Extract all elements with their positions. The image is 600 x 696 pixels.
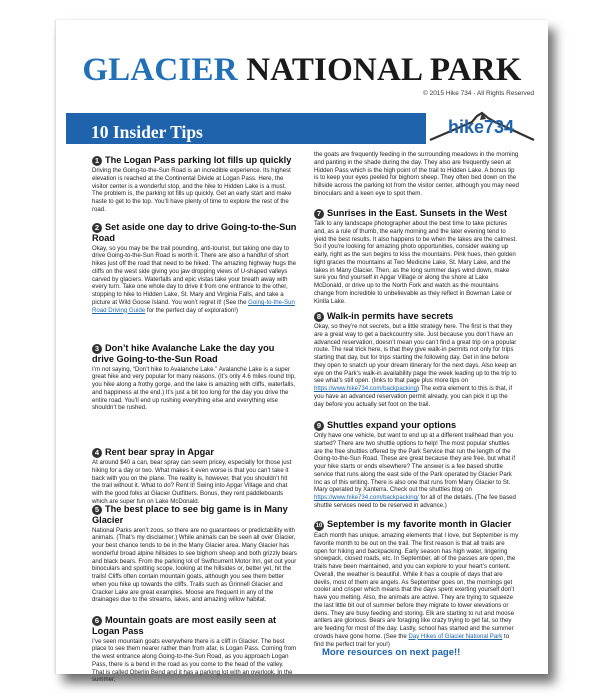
tip-title: Mountain goats are most easily seen at Logan Pass: [92, 615, 277, 636]
tip-body: the goats are frequently feeding in the surrounding meadows in the morning and panting in the shade during the day. They also are frequently seen at Hidden Pass which is the high point of the trail to Hidden Lake. A bonus tip is to keep your eyes peeled for bighorn sheep. They often bed down on the hillside across the parking lot from the visitor center, although you may need binoculars and a keen eye to spot them.: [314, 151, 519, 197]
tip-text-after: for all of the details. (The fee based shuttle services need to be reserved in advance.): [314, 494, 516, 509]
tip-body: Talk to any landscape photographer about the best time to take pictures and, as a rule of thumb, the early morning and the later evening tend to yield the best results. It also happens to be when the lakes are the calmest. So if you’re looking for amazing photo opportunities, consider waking up early, right as the sun begins to kiss the mountains. Pink hues, then golden light graces the mountains at Two Medicine Lake, St. Mary Lake, and the lakes in Many Glacier. Then, as the long summer days wind down, make sure you find yourself in Apgar Village or along the shore at Lake McDonald, or drive up to the North Fork and watch as the mountains change from incredible to unbelievable as they reflect in Bowman Lake or Kintla Lake.: [314, 220, 517, 305]
tip-body: [314, 532, 519, 648]
tip-6: [92, 615, 297, 684]
copyright-notice: © 2015 Hike 734 - All Rights Reserved: [422, 90, 534, 97]
more-resources: More resources on next page!!: [322, 647, 461, 658]
driving-guide-link[interactable]: Going-to-the-Sun Road Driving Guide: [92, 298, 295, 314]
tip-text: Only have one vehicle, but want to end up at a different trailhead than you started? There are two shuttle options to help! The most popular shuttles are the free shuttles offered by the Park Service that run the length of the Going-to-the-Sun Road. These are great because they are free, but what if your hike starts or ends elsewhere? The answer is a fee based shuttle service that runs along the east side of the Park operated by Glacier Park Inc as of this writing. There is also one that runs from Many Glacier to St. Mary operated by Xanterra. Check out the shuttles blog on: [314, 432, 516, 494]
tip-10: [314, 519, 519, 648]
tip-9: [314, 420, 519, 510]
number-badge: 2: [92, 223, 102, 233]
tip-body: [314, 323, 519, 408]
tip-body: I’ve seen mountain goats everywhere there is a cliff in Glacier. The best place to see them nearer rather than from afar, is Logan Pass. Coming from the west entrance along Going-to-the-Sun Road, as you approach Logan Pass, there is a bend in the road as you come to the head of the valley. That is called Oberlin Bend and it has a parking lot with an overlook. In the summer,: [92, 637, 297, 684]
number-badge: 9: [314, 421, 324, 431]
title-glacier: GLACIER: [82, 52, 238, 88]
section-banner: [66, 113, 538, 144]
tip-title: The best place to see big game is in Many Glacier: [92, 504, 288, 525]
title-national-park: NATIONAL PARK: [237, 52, 522, 88]
tip-title: September is my favorite month in Glacier: [327, 519, 512, 529]
tip-body: Driving the Going-to-the-Sun Road is an incredible experience. Its highest elevation is reached at the Continental Divide at Logan Pass. Here, the visitor center is a wonderful stop, and the hike to Hidden Lake is a must. The problem is, the parking lot fills up quickly. Get an early start and make haste to get to the top. You’ll have plenty of time to explore the rest of the road.: [92, 167, 292, 213]
tip-title: Sunrises in the East. Sunsets in the West: [327, 208, 508, 218]
tip-title: Shuttles expand your options: [327, 420, 457, 430]
tip-body: [92, 245, 297, 315]
number-badge: 8: [314, 312, 324, 322]
tip-text: Okay, so they’re not secrets, but a little strategy here. The first is that they are a great way to get a backcountry site. Just because you don’t have an advanced reservation, doesn’t mean you can’t find a great trip on a popular route. The real trick here, is that they give walk-in permits not only for trips starting that day, but for trips starting the following day. Get in line before they open to snatch up your dream itinerary for the next days. Also keep an eye on the Park’s walk-in availability page the week leading up to the trip to see what’s still open. (links to that page plus more tips on: [314, 323, 517, 385]
tip-body: I’m not saying, “Don’t hike to Avalanche Lake.” Avalanche Lake is a super great hike and very popular for many reasons. (It’s only 4.6 miles round trip, you hike along a frothy gorge, and the lake is amazing with cliffs, waterfalls, and happiness at the end.) It’s just a bit too long for the day you drive the entire road. You’ll end up rushing everything else and everything else shouldn’t be rushed.: [92, 365, 296, 412]
day-hikes-link[interactable]: Day Hikes of Glacier National Park: [408, 632, 503, 640]
tip-5: [92, 504, 297, 604]
tip-1: [92, 155, 297, 214]
tip-title: Set aside one day to drive Going-to-the-Sun Road: [92, 222, 297, 243]
tip-7: [314, 208, 519, 305]
tip-text-after: for the perfect day of exploration!): [145, 306, 238, 314]
hike734-logo: [426, 113, 538, 144]
tips-sheet: [56, 20, 548, 684]
tip-text-after: to find the perfect trail for you!): [314, 632, 510, 648]
number-badge: 10: [315, 523, 323, 529]
banner-title: 10 Insider Tips: [91, 122, 203, 142]
tip-8: [314, 311, 519, 408]
tip-title: The Logan Pass parking lot fills up quickly: [105, 155, 292, 165]
number-badge: 5: [92, 505, 102, 515]
tip-text: Okay, so you may be the trail pounding, anti-tourist, but taking one day to drive Going-to-the-Sun Road is worth it. There are also a handful of short hikes just off the road that need to be hiked. The amazing highway hugs the cliffs on the west side giving you jaw dropping views of U-shaped valleys carved by glaciers. Waterfalls and epic vistas take your breath away with every turn. Take one whole day to drive it from one entrance to the other, stopping to hike to Hidden Lake, St. Mary and Virginia Falls, and take a picture at Wild Goose Island. You won’t regret it! (See the: [92, 244, 297, 306]
tip-body: [314, 432, 519, 510]
tip-body: National Parks aren’t zoos, so there are no guarantees or predictability with animals. (That’s my disclaimer.) While animals can be seen all over Glacier, your best chance tends to be in the Many Glacier area. Many Glacier has wonderful broad alpine hillsides to see bighorn sheep and both grizzly bears and black bears. From the parking lot of Swiftcurrent Motor Inn, get out your binoculars and spotting scope, looking at the hillsides or, better yet, hit the trails! Cliffs often contain mountain goats, although you see them better when you hike up towards the cliffs. Trails such as Grinnell Glacier and Cracker Lake are great examples. Moose are frequent in any of the drainages due to the streams, lakes, and amazing willow habitat.: [92, 526, 297, 604]
logo-text: hike734: [448, 117, 515, 137]
tip-title: Walk-in permits have secrets: [327, 311, 454, 321]
number-badge: 3: [92, 344, 102, 354]
tip-text: Each month has unique, amazing elements that I love, but September is my favorite month to be out on the trail. The first reason is that all trails are open for hiking and backpacking. Early season has high water, lingering snowpack, closed roads, etc. In September, all of the passes are open, the trails have been maintained, and you can explore to your heart’s content. Overall, the weather is beautiful. While it has a couple of days that are devils, most of them are angels. As September goes on, the mornings get cooler and crisper which means that the days spent exerting yourself don’t have you melting. Also, the animals are active. They are trying to squeeze the last little bit out of summer before they migrate to lower elevations or dens. They are busy feeding and storing. Elk are starting to rut and moose antlers are glorious. Bears are foraging like crazy trying to get fat, so they are feeding for most of the day. Lastly, school has started and the summer crowds have gone home. (See the: [314, 532, 519, 640]
tip-6-continued: [314, 150, 519, 198]
tip-2: [92, 222, 297, 314]
tip-body: At around $40 a can, bear spray can seem pricey, especially for those just hiking for a day or two. What makes it even worse is that you can’t take it back with you on the plane. The reality is, however, that you shouldn’t hit the trail without it. What to do? Rent it! Swing into Apgar Village and chat with the good folks at Glacier Outfitters. Bonus, they rent paddleboards which are super fun on Lake McDonald.: [92, 459, 292, 505]
number-badge: 4: [92, 448, 102, 458]
backpacking-link[interactable]: https://www.hike734.com/backpacking: [314, 385, 417, 392]
shuttles-blog-link[interactable]: https://www.hike734.com/backpacking/: [314, 494, 419, 501]
page-title: [56, 51, 548, 89]
number-badge: 6: [92, 616, 102, 626]
tip-3: [92, 343, 297, 412]
number-badge: 7: [314, 209, 324, 219]
tip-title: Don’t hike Avalanche Lake the day you drive Going-to-the-Sun Road: [92, 343, 275, 364]
tip-text-after: ) The extra element to this is that, if you have an advanced reservation permit already, you can pick it up the day before you actually set foot on the trail.: [314, 385, 513, 408]
number-badge: 1: [92, 156, 102, 166]
tip-4: [92, 447, 297, 506]
tip-title: Rent bear spray in Apgar: [105, 447, 214, 457]
